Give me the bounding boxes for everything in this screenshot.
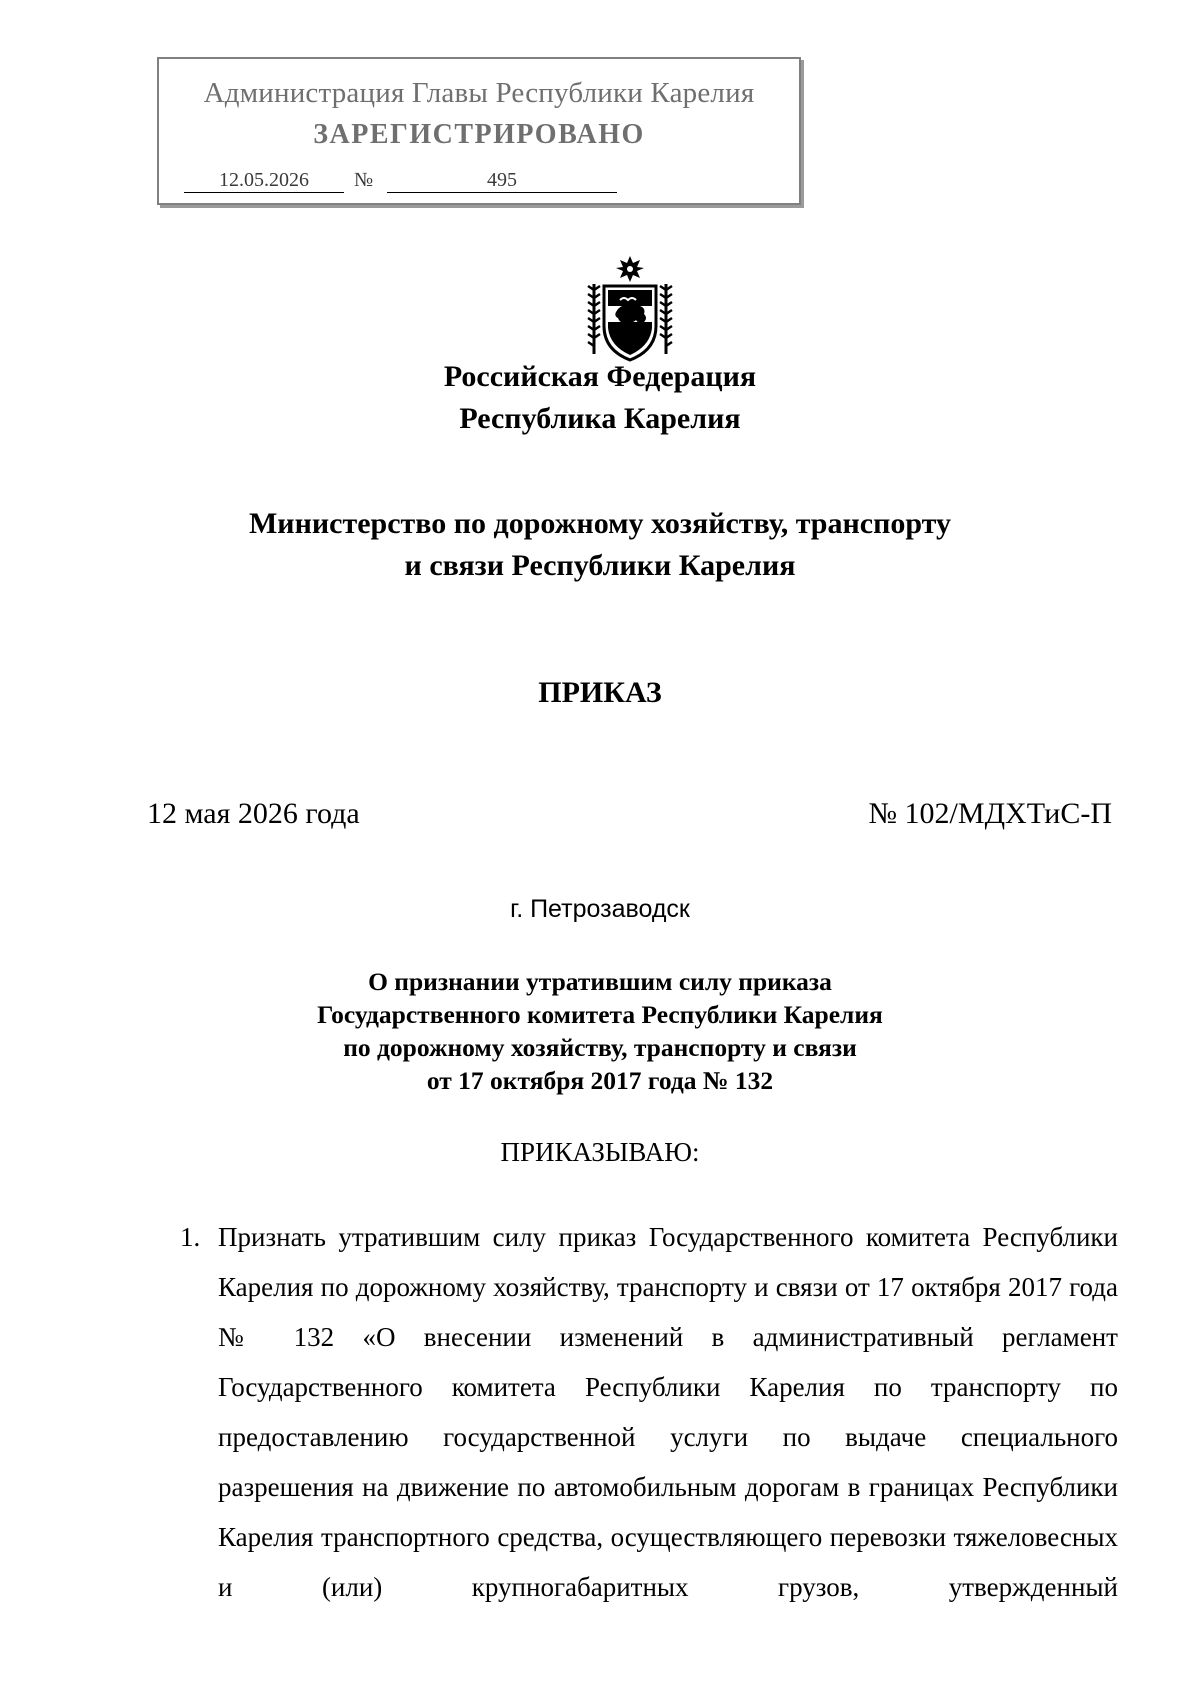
ministry-name-line1: Министерство по дорожному хозяйству, транспорту — [248, 507, 952, 540]
ministry-name-line2: и связи Республики Карелия — [404, 549, 796, 582]
stamp-number: 495 — [387, 169, 617, 193]
subject-line3: по дорожному хозяйству, транспорту и связи — [343, 1033, 857, 1062]
subject-line4: от 17 октября 2017 года № 132 — [426, 1066, 774, 1095]
item-number: 1. — [180, 1222, 201, 1252]
stamp-status: ЗАРЕГИСТРИРОВАНО — [313, 119, 645, 150]
country-name: Российская Федерация — [443, 360, 757, 393]
document-city: г. Петрозаводск — [510, 895, 690, 923]
document-number: № 102/МДХТиС-П — [868, 797, 1112, 830]
document-date: 12 мая 2026 года — [147, 797, 360, 830]
subject-line1: О признании утратившим силу приказа — [368, 967, 832, 996]
karelia-coat-of-arms-icon — [586, 254, 674, 364]
subject-line2: Государственного комитета Республики Карелия — [317, 1000, 883, 1029]
stamp-date: 12.05.2026 — [184, 169, 344, 193]
stamp-authority: Администрация Главы Республики Карелия — [203, 77, 755, 109]
region-name: Республика Карелия — [459, 402, 741, 435]
list-item — [180, 1212, 1118, 1612]
document-type: ПРИКАЗ — [538, 676, 662, 709]
item-text: Признать утратившим силу приказ Государственного комитета Республики Карелия по дорожному хозяйству, транспорту и связи от 17 октября 2017 года № 132 «О внесении изменений в административный регламент Государственного комитета Республики Карелия по транспорту по предоставлению государственной услуги по выдаче специального разрешения на движение по автомобильным дорогам в границах Республики Карелия транспортного средства, осуществляющего перевозки тяжеловесных и (или) крупногабаритных грузов, утвержденный — [218, 1222, 1118, 1602]
stamp-number-label: № — [354, 169, 374, 191]
registration-stamp — [157, 57, 801, 205]
directive: ПРИКАЗЫВАЮ: — [500, 1137, 700, 1167]
